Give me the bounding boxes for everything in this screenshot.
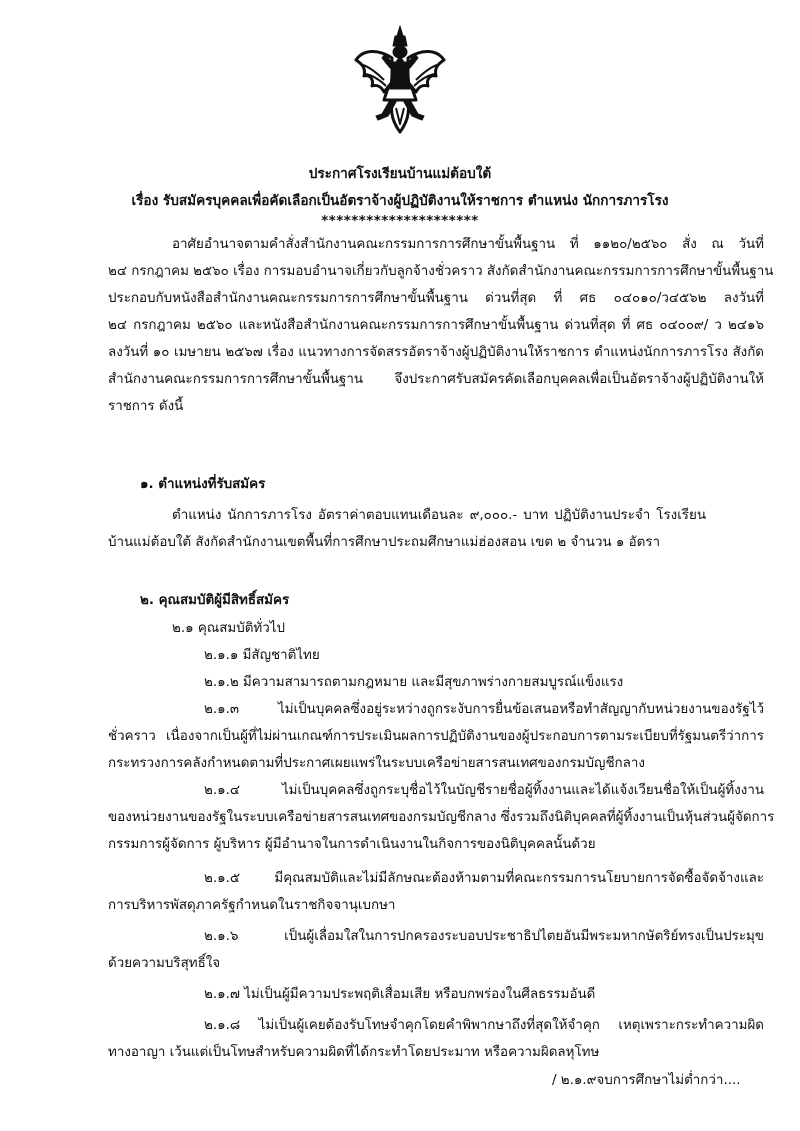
list-item: ๒.๑.๑ มีสัญชาติไทย bbox=[204, 648, 320, 663]
text-line: ด้วยความบริสุทธิ์ใจ bbox=[108, 956, 221, 971]
garuda-emblem-icon bbox=[352, 24, 448, 136]
text-line: ทางอาญา เว้นแต่เป็นโทษสำหรับความผิดที่ได้กระทำโดยประมาท หรือความผิดลหุโทษ bbox=[108, 1045, 600, 1060]
announcement-title: ประกาศโรงเรียนบ้านแม่ต้อบใต้ bbox=[308, 166, 492, 182]
text-line: บ้านแม่ต้อบใต้ สังกัดสำนักงานเขตพื้นที่การศึกษาประถมศึกษาแม่ฮ่องสอน เขต ๒ จำนวน ๑ อัตรา bbox=[108, 535, 661, 550]
sub-heading: ๒.๑ คุณสมบัติทั่วไป bbox=[172, 621, 285, 636]
text-line: สำนักงานคณะกรรมการการศึกษาขั้นพื้นฐาน จึงประกาศรับสมัครคัดเลือกบุคคลเพื่อเป็นอัตราจ้างผู้ปฏิบัติงานให้ bbox=[108, 372, 764, 387]
list-item: ๒.๑.๔ ไม่เป็นบุคคลซึ่งถูกระบุชื่อไว้ในบัญชีรายชื่อผู้ทิ้งงานและได้แจ้งเวียนชื่อให้เป็นผู้ทิ้งงาน bbox=[204, 783, 764, 798]
text-line: ๒๔ กรกฎาคม ๒๕๖๐ และหนังสือสำนักงานคณะกรรมการการศึกษาขั้นพื้นฐาน ด่วนที่สุด ที่ ศธ ๐๔๐๐๙/ ว ๒๔๑๖ bbox=[108, 318, 764, 333]
list-item: ๒.๑.๖ เป็นผู้เลื่อมใสในการปกครองระบอบประชาธิปไตยอันมีพระมหากษัตริย์ทรงเป็นประมุข bbox=[204, 929, 764, 944]
list-item: ๒.๑.๘ ไม่เป็นผู้เคยต้องรับโทษจำคุกโดยคำพิพากษาถึงที่สุดให้จำคุก เหตุเพราะกระทำความผิด bbox=[204, 1018, 764, 1033]
text-line: ประกอบกับหนังสือสำนักงานคณะกรรมการการศึกษาขั้นพื้นฐาน ด่วนที่สุด ที่ ศธ ๐๔๐๑๐/ว๔๕๖๒ ลงวันที่ bbox=[108, 291, 764, 306]
section-heading: ๒. คุณสมบัติผู้มีสิทธิ์สมัคร bbox=[140, 593, 290, 608]
text-line: การบริหารพัสดุภาครัฐกำหนดในราชกิจจานุเบกษา bbox=[108, 898, 396, 913]
text-line: กระทรวงการคลังกำหนดตามที่ประกาศเผยแพร่ในระบบเครือข่ายสารสนเทศของกรมบัญชีกลาง bbox=[108, 756, 645, 771]
text-line: ตำแหน่ง นักการภารโรง อัตราค่าตอบแทนเดือนละ ๙,๐๐๐.- บาท ปฏิบัติงานประจำ โรงเรียน bbox=[172, 508, 706, 523]
divider: ********************* bbox=[321, 214, 479, 229]
text-line: ลงวันที่ ๑๐ เมษายน ๒๕๖๗ เรื่อง แนวทางการจัดสรรอัตราจ้างผู้ปฏิบัติงานให้ราชการ ตำแหน่งนักการภารโรง สังกัด bbox=[108, 345, 764, 360]
announcement-subject: เรื่อง รับสมัครบุคคลเพื่อคัดเลือกเป็นอัตราจ้างผู้ปฏิบัติงานให้ราชการ ตำแหน่ง นักการภารโรง bbox=[131, 193, 669, 209]
text-line: ๒๔ กรกฎาคม ๒๕๖๐ เรื่อง การมอบอำนาจเกี่ยวกับลูกจ้างชั่วคราว สังกัดสำนักงานคณะกรรมการการศึกษาขั้นพื้นฐาน bbox=[108, 264, 774, 279]
text-line: กรรมการผู้จัดการ ผู้บริหาร ผู้มีอำนาจในการดำเนินงานในกิจการของนิติบุคคลนั้นด้วย bbox=[108, 837, 596, 852]
section-heading: ๑. ตำแหน่งที่รับสมัคร bbox=[140, 477, 266, 492]
list-item: ๒.๑.๒ มีความสามารถตามกฎหมาย และมีสุขภาพร่างกายสมบูรณ์แข็งแรง bbox=[204, 675, 624, 690]
text-line: ของหน่วยงานของรัฐในระบบเครือข่ายสารสนเทศของกรมบัญชีกลาง ซึ่งรวมถึงนิติบุคคลที่ผู้ทิ้งงานเป็นหุ้นส่วนผู้จัดการ bbox=[108, 810, 775, 825]
text-line: ราชการ ดังนี้ bbox=[108, 399, 184, 414]
list-item: ๒.๑.๕ มีคุณสมบัติและไม่มีลักษณะต้องห้ามตามที่คณะกรรมการนโยบายการจัดซื้อจัดจ้างและ bbox=[204, 871, 764, 886]
continuation-note: / ๒.๑.๙จบการศึกษาไม่ต่ำกว่า.... bbox=[552, 1073, 741, 1088]
text-line: อาศัยอำนาจตามคำสั่งสำนักงานคณะกรรมการการศึกษาขั้นพื้นฐาน ที่ ๑๑๒๐/๒๕๖๐ สั่ง ณ วันที่ bbox=[172, 237, 764, 252]
list-item: ๒.๑.๓ ไม่เป็นบุคคลซึ่งอยู่ระหว่างถูกระงับการยื่นข้อเสนอหรือทำสัญญากับหน่วยงานของรัฐไว้ bbox=[204, 702, 764, 717]
text-line: ชั่วคราว เนื่องจากเป็นผู้ที่ไม่ผ่านเกณฑ์การประเมินผลการปฏิบัติงานของผู้ประกอบการตามระเบียบที่รัฐมนตรีว่าการ bbox=[108, 729, 764, 744]
list-item: ๒.๑.๗ ไม่เป็นผู้มีความประพฤติเสื่อมเสีย หรือบกพร่องในศีลธรรมอันดี bbox=[204, 987, 596, 1002]
